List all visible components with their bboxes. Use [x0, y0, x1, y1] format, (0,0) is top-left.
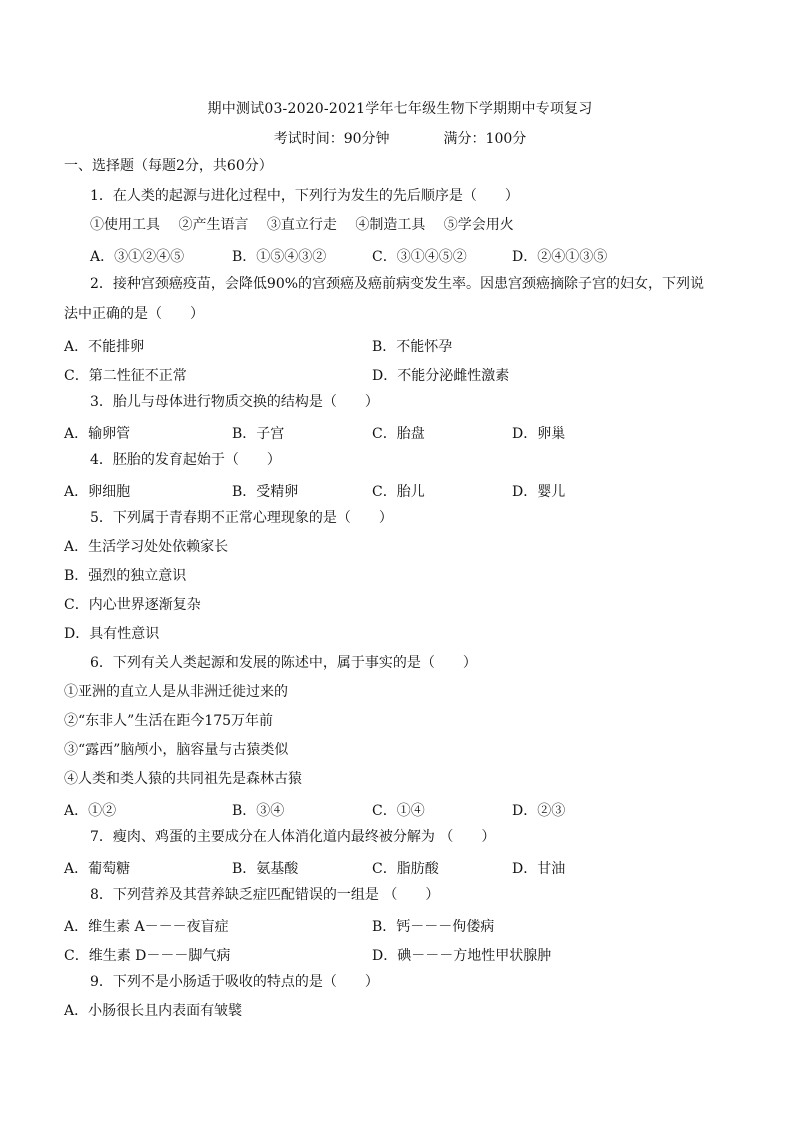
- q3-option-b: B．子宫: [232, 426, 285, 442]
- q6-statement-1: ①亚洲的直立人是从非洲迁徙过来的: [64, 684, 288, 700]
- q6-option-d: D．②③: [512, 803, 566, 819]
- q6-stem: 6．下列有关人类起源和发展的陈述中，属于事实的是（ ）: [90, 655, 477, 671]
- exam-score: 满分：100分: [443, 131, 527, 147]
- q6-statement-2: ②“东非人”生活在距今175万年前: [64, 713, 274, 729]
- q4-option-a: A．卵细胞: [64, 484, 131, 500]
- q1-items: ①使用工具 ②产生语言 ③直立行走 ④制造工具 ⑤学会用火: [90, 217, 514, 233]
- q8-option-c: C．维生素 D－－－脚气病: [64, 948, 231, 964]
- q1-option-b: B．①⑤④③②: [232, 249, 327, 265]
- q2-stem-line2: 法中正确的是（ ）: [64, 306, 204, 322]
- q8-option-b: B．钙－－－佝偻病: [372, 919, 495, 935]
- q3-option-d: D．卵巢: [512, 426, 566, 442]
- q3-option-c: C．胎盘: [372, 426, 425, 442]
- q2-option-d: D．不能分泌雌性激素: [372, 368, 510, 384]
- q5-stem: 5．下列属于青春期不正常心理现象的是（ ）: [90, 510, 393, 526]
- q7-option-b: B．氨基酸: [232, 861, 299, 877]
- q5-option-c: C．内心世界逐渐复杂: [64, 597, 201, 613]
- exam-title: 期中测试03-2020-2021学年七年级生物下学期期中专项复习: [207, 101, 593, 117]
- q7-option-a: A．葡萄糖: [64, 861, 131, 877]
- q9-stem: 9．下列不是小肠适于吸收的特点的是（ ）: [90, 974, 379, 990]
- q1-stem: 1．在人类的起源与进化过程中，下列行为发生的先后顺序是（ ）: [90, 188, 519, 204]
- q3-option-a: A．输卵管: [64, 426, 131, 442]
- q6-statement-4: ④人类和类人猿的共同祖先是森林古猿: [64, 771, 302, 787]
- section-heading: 一、选择题（每题2分，共60分）: [64, 158, 273, 174]
- q1-option-c: C．③①④⑤②: [372, 249, 467, 265]
- q5-option-b: B．强烈的独立意识: [64, 568, 187, 584]
- q4-option-d: D．婴儿: [512, 484, 566, 500]
- q5-option-a: A．生活学习处处依赖家长: [64, 539, 229, 555]
- q7-stem: 7．瘦肉、鸡蛋的主要成分在人体消化道内最终被分解为 （ ）: [90, 829, 496, 845]
- q2-stem-line1: 2．接种宫颈癌疫苗，会降低90%的宫颈癌及癌前病变发生率。因患宫颈癌摘除子宫的妇女，下列说: [90, 276, 705, 292]
- q6-option-c: C．①④: [372, 803, 425, 819]
- q8-stem: 8．下列营养及其营养缺乏症匹配错误的一组是 （ ）: [90, 887, 440, 903]
- q2-option-a: A．不能排卵: [64, 339, 145, 355]
- q6-statement-3: ③“露西”脑颅小，脑容量与古猿类似: [64, 742, 289, 758]
- q8-option-a: A．维生素 A－－－夜盲症: [64, 919, 229, 935]
- q1-option-a: A．③①②④⑤: [90, 249, 185, 265]
- q4-option-c: C．胎儿: [372, 484, 425, 500]
- q4-option-b: B．受精卵: [232, 484, 299, 500]
- q7-option-c: C．脂肪酸: [372, 861, 439, 877]
- q6-option-a: A．①②: [64, 803, 117, 819]
- q2-option-c: C．第二性征不正常: [64, 368, 187, 384]
- q7-option-d: D．甘油: [512, 861, 566, 877]
- q6-option-b: B．③④: [232, 803, 285, 819]
- q4-stem: 4．胚胎的发育起始于（ ）: [90, 452, 281, 468]
- q1-option-d: D．②④①③⑤: [512, 249, 608, 265]
- exam-meta: [0, 128, 800, 148]
- q2-option-b: B．不能怀孕: [372, 339, 453, 355]
- q3-stem: 3．胎儿与母体进行物质交换的结构是（ ）: [90, 394, 379, 410]
- q8-option-d: D．碘－－－方地性甲状腺肿: [372, 948, 552, 964]
- q5-option-d: D．具有性意识: [64, 626, 160, 642]
- q9-option-a: A．小肠很长且内表面有皱襞: [64, 1003, 243, 1019]
- exam-time: 考试时间：90分钟: [273, 131, 390, 147]
